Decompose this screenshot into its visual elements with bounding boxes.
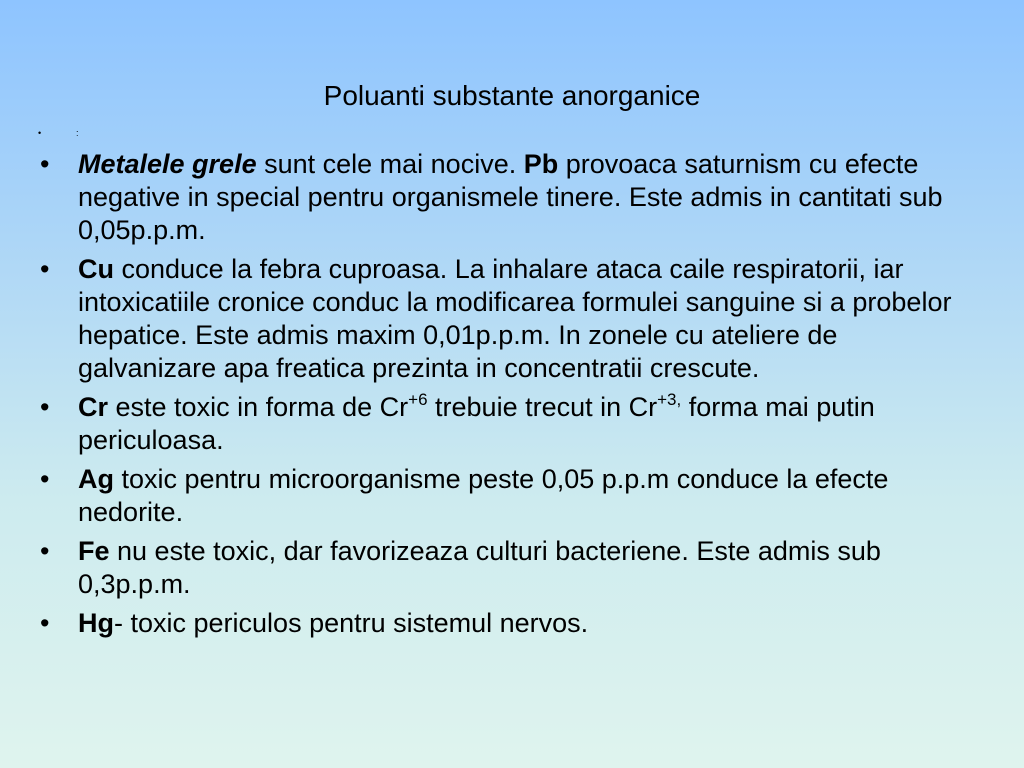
item-text: toxic pentru microorganisme peste 0,05 p.p.m conduce la efecte nedorite. [78,464,889,527]
item-lead: Fe [78,536,110,566]
item-text: forma mai putin periculoasa. [78,392,875,455]
bullet-list [0,148,1024,646]
item-superscript: +3, [657,390,682,409]
item-lead: Cr [78,392,109,422]
empty-bullet-text: : [76,128,79,138]
item-superscript: +6 [408,390,428,409]
item-text: nu este toxic, dar favorizeaza culturi bacteriene. Este admis sub 0,3p.p.m. [78,536,881,599]
item-text: trebuie trecut in Cr [427,392,658,422]
item-text: provoaca saturnism cu efecte negative in special pentru organismele tinere. Este admis in cantitati sub 0,05p.p.m. [78,149,943,245]
bullet-item-fe [40,535,978,601]
item-lead: Ag [78,464,114,494]
bullet-item-cr [40,390,978,457]
item-text: conduce la febra cuproasa. La inhalare ataca caile respiratorii, iar intoxicatiile cronice conduc la modificarea formulei sanguine si a probelor hepatice. Este admis maxim 0,01p.p.m. In zonele cu ateliere de galvanizare apa freatica prezinta in concentratii crescute. [78,254,952,383]
bullet-dot: • [40,149,50,179]
item-text: sunt cele mai nocive. [256,149,524,179]
bullet-dot: • [40,392,50,422]
bullet-dot: • [40,254,50,284]
bullet-item-metalele-grele [40,148,978,247]
item-lead: Metalele grele [78,149,257,179]
bullet-dot: • [40,608,50,638]
bullet-item-cu [40,253,978,385]
slide-title: Poluanti substante anorganice [323,80,701,111]
item-lead: Cu [78,254,114,284]
item-text: - toxic periculos pentru sistemul nervos. [114,608,589,638]
bullet-dot: • [40,464,50,494]
item-text: este toxic in forma de Cr [108,392,409,422]
bullet-item-ag [40,463,978,529]
bullet-item-hg [40,607,978,640]
item-emphasis: Pb [523,149,559,179]
bullet-dot: • [40,536,50,566]
bullet-dot: • [38,128,42,138]
item-lead: Hg [78,608,114,638]
